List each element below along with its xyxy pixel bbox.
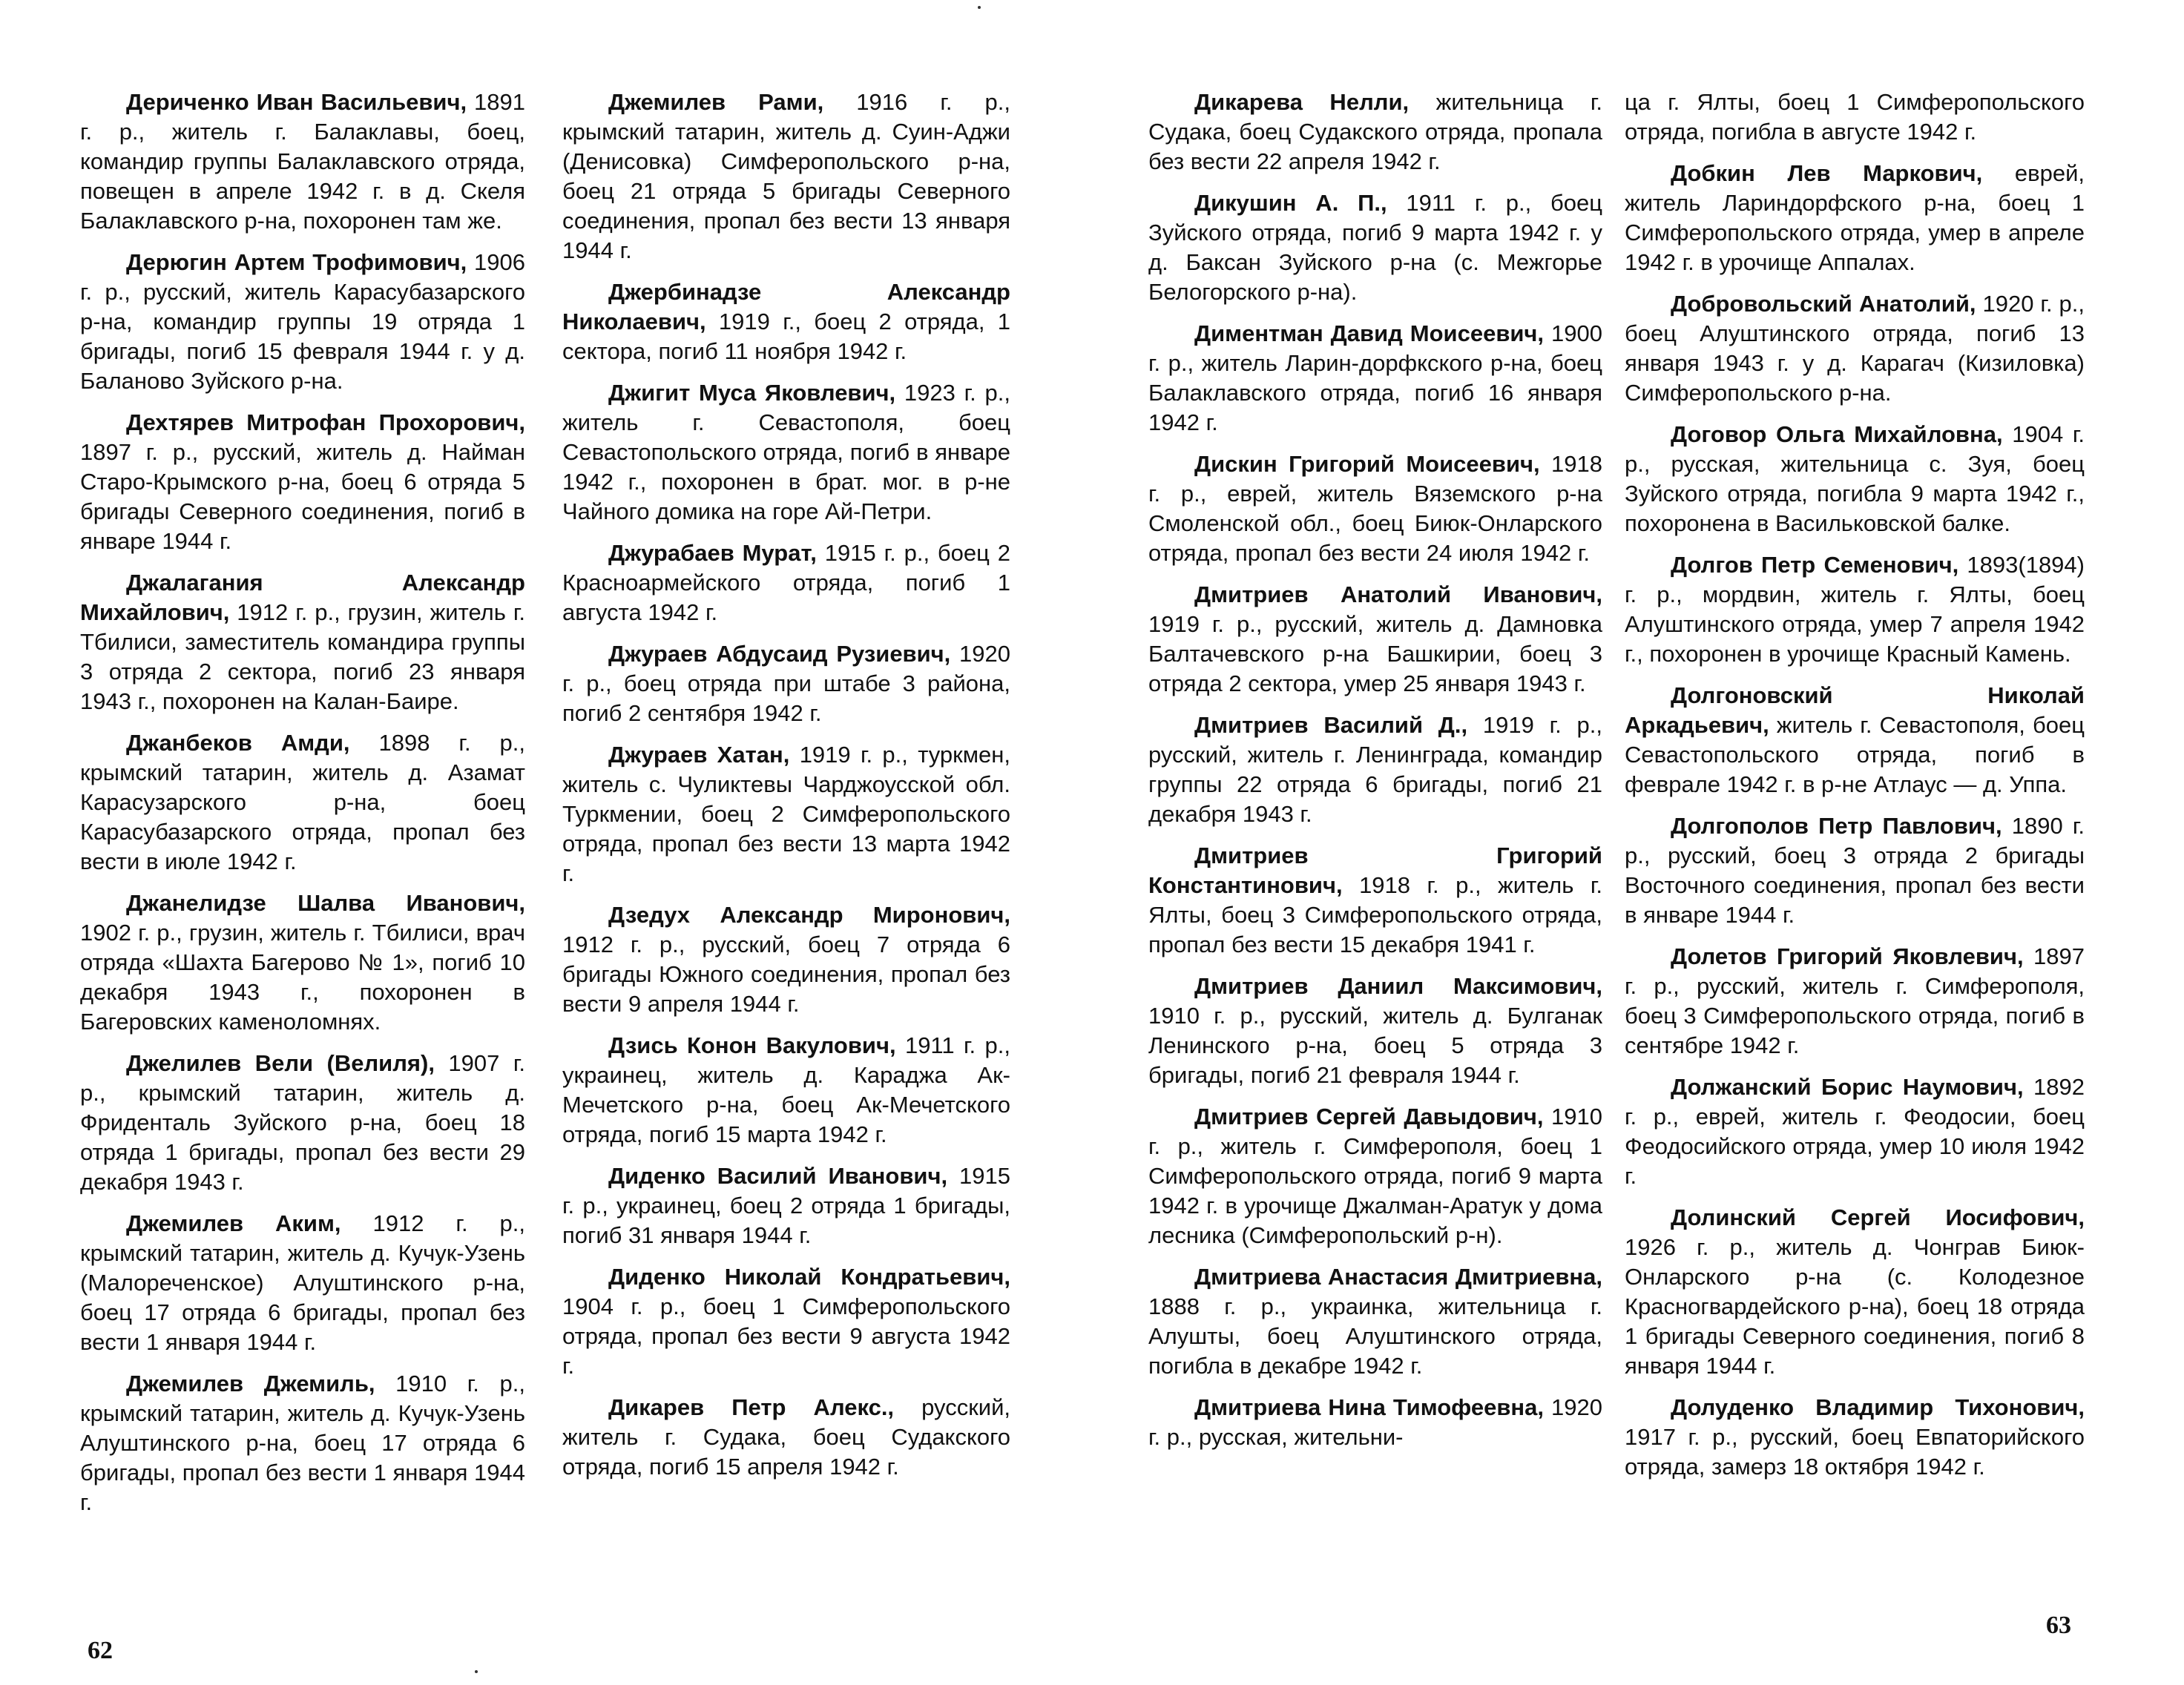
entry-name: Договор Ольга Михайловна, <box>1671 421 2003 447</box>
entry-text: 1910 г. р., крымский татарин, житель д. Кучук-Узень Алуштинского р-на, боец 17 отряда 6 бригады, пропал без вести 1 января 1944 г. <box>80 1371 525 1515</box>
scan-speck <box>475 1670 478 1673</box>
entry-name: Джанелидзе Шалва Иванович, <box>126 890 525 916</box>
entry-text: 1911 г. р., украинец, житель д. Караджа Ак-Мечетского р-на, боец Ак-Мечетского отряда, погиб 15 марта 1942 г. <box>562 1032 1010 1147</box>
entry-text: 1915 г. р., боец 2 Красноармейского отряда, погиб 1 августа 1942 г. <box>562 540 1010 625</box>
list-entry <box>80 408 525 556</box>
list-entry <box>1148 580 1602 699</box>
entry-text: 1890 г. р., русский, боец 3 отряда 2 бригады Восточного соединения, пропал без вести в январе 1944 г. <box>1625 813 2085 928</box>
entry-name: Диденко Николай Кондратьевич, <box>608 1264 1010 1290</box>
column-4 <box>1625 88 2085 1494</box>
list-entry <box>562 378 1010 527</box>
entry-text: 1920 г. р., боец Алуштинского отряда, погиб 13 января 1943 г. у д. Карагач (Кизиловка) Симферопольского р-на. <box>1625 291 2085 406</box>
entry-text: 1917 г. р., русский, боец Евпаторийского отряда, замерз 18 октября 1942 г. <box>1625 1424 2085 1480</box>
entry-text: 1897 г. р., русский, житель д. Найман Старо-Крымского р-на, боец 6 отряда 5 бригады Северного соединения, погиб в январе 1944 г. <box>80 439 525 554</box>
entry-text: 1920 г. р., боец отряда при штабе 3 района, погиб 2 сентября 1942 г. <box>562 641 1010 726</box>
entry-text: 1897 г. р., русский, житель г. Симферополя, боец 3 Симферопольского отряда, погиб в сентябре 1942 г. <box>1625 943 2085 1058</box>
entry-name: Дзедух Александр Миронович, <box>608 902 1010 928</box>
entry-text: 1898 г. р., крымский татарин, житель д. Азамат Карасузарского р-на, боец Карасубазарского отряда, пропал без вести в июле 1942 г. <box>80 730 525 874</box>
list-entry <box>1148 1262 1602 1381</box>
list-entry <box>1625 88 2085 147</box>
list-entry <box>80 88 525 236</box>
list-entry <box>80 568 525 716</box>
entry-name: Дикушин А. П., <box>1194 190 1387 216</box>
list-entry <box>1148 710 1602 829</box>
entry-text: 1912 г. р., русский, боец 7 отряда 6 бригады Южного соединения, пропал без вести 9 апреля 1944 г. <box>562 931 1010 1017</box>
entry-name: Джербинадзе Александр Николаевич, <box>562 279 1010 334</box>
list-entry <box>80 728 525 877</box>
entry-text: 1904 г. р., боец 1 Симферопольского отряда, пропал без вести 9 августа 1942 г. <box>562 1293 1010 1379</box>
entry-text: 1907 г. р., крымский татарин, житель д. Фриденталь Зуйского р-на, боец 18 отряда 1 бригады, пропал без вести 29 декабря 1943 г. <box>80 1050 526 1195</box>
entry-name: Джемилев Джемиль, <box>126 1371 375 1397</box>
entry-text: 1926 г. р., житель д. Чонграв Биюк-Онларского р-на (с. Колодезное Красногвардейского р-на), боец 18 отряда 1 бригады Северного соединения, погиб 8 января 1944 г. <box>1625 1234 2085 1379</box>
entry-text: житель г. Севастополя, боец Севастопольского отряда, погиб в феврале 1942 г. в р-не Атлаус — д. Уппа. <box>1625 712 2085 797</box>
entry-text: еврей, житель Лариндорфского р-на, боец 1 Симферопольского отряда, умер в апреле 1942 г. в урочище Аппалах. <box>1625 160 2085 275</box>
entry-text: русский, житель г. Судака, боец Судакского отряда, погиб 15 апреля 1942 г. <box>562 1394 1010 1480</box>
entry-name: Джемилев Аким, <box>126 1210 341 1236</box>
entry-text: 1916 г. р., крымский татарин, житель д. Суин-Аджи (Денисовка) Симферопольского р-на, боец 21 отряда 5 бригады Северного соединения, пропал без вести 13 января 1944 г. <box>562 89 1010 263</box>
list-entry <box>1148 1102 1602 1250</box>
entry-text: 1918 г. р., житель г. Ялты, боец 3 Симферопольского отряда, пропал без вести 15 декабря 1941 г. <box>1148 872 1602 957</box>
entry-name: Дериченко Иван Васильевич, <box>126 89 467 115</box>
entry-text: 1912 г. р., крымский татарин, житель д. Кучук-Узень (Малореченское) Алуштинского р-на, боец 17 отряда 6 бригады, пропал без вести 1 января 1944 г. <box>80 1210 525 1355</box>
entry-name: Дмитриев Василий Д., <box>1194 712 1468 738</box>
entry-name: Добровольский Анатолий, <box>1671 291 1976 317</box>
entry-name: Дикарева Нелли, <box>1194 89 1410 115</box>
entry-name: Дмитриев Сергей Давыдович, <box>1194 1104 1544 1130</box>
entry-text: 1904 г. р., русская, жительница с. Зуя, боец Зуйского отряда, погибла 9 марта 1942 г., похоронена в Васильковской балке. <box>1625 421 2085 536</box>
entry-name: Дмитриев Анатолий Иванович, <box>1194 581 1602 607</box>
list-entry <box>1148 319 1602 438</box>
entry-name: Дмитриева Нина Тимофеевна, <box>1194 1394 1544 1420</box>
column-1 <box>80 88 525 1529</box>
entry-name: Диментман Давид Моисеевич, <box>1194 320 1545 346</box>
entry-name: Дмитриева Анастасия Дмитриевна, <box>1194 1264 1602 1290</box>
list-entry <box>1625 1393 2085 1482</box>
entry-text: 1915 г. р., украинец, боец 2 отряда 1 бригады, погиб 31 января 1944 г. <box>562 1163 1010 1248</box>
entry-name: Дмитриев Даниил Максимович, <box>1194 973 1602 999</box>
list-entry <box>562 277 1010 366</box>
list-entry <box>1148 841 1602 960</box>
entry-name: Долинский Сергей Иосифович, <box>1671 1204 2085 1230</box>
entry-name: Джемилев Рами, <box>608 89 824 115</box>
list-entry <box>562 900 1010 1019</box>
entry-text: 1906 г. р., русский, житель Карасубазарского р-на, командир группы 19 отряда 1 бригады, погиб 15 февраля 1944 г. у д. Баланово Зуйского р-на. <box>80 249 526 394</box>
list-entry <box>1148 1393 1602 1452</box>
list-entry <box>80 1209 525 1357</box>
entry-text: 1892 г. р., еврей, житель г. Феодосии, боец Феодосийского отряда, умер 10 июля 1942 г. <box>1625 1074 2085 1189</box>
list-entry <box>1148 449 1602 568</box>
scan-speck <box>978 6 981 9</box>
list-entry <box>80 1049 525 1197</box>
entry-name: Дерюгин Артем Трофимович, <box>126 249 467 275</box>
entry-name: Джурабаев Мурат, <box>608 540 817 566</box>
entry-name: Долуденко Владимир Тихонович, <box>1671 1394 2085 1420</box>
column-3 <box>1148 88 1602 1464</box>
page-number-left: 62 <box>88 1637 113 1664</box>
list-entry <box>562 88 1010 266</box>
list-entry <box>562 1031 1010 1150</box>
list-entry <box>1625 159 2085 277</box>
entry-text: 1920 г. р., русская, жительни- <box>1148 1394 1602 1450</box>
entry-text: 1891 г. р., житель г. Балаклавы, боец, командир группы Балаклавского отряда, повещен в апреле 1942 г. в д. Скеля Балаклавского р-на, похоронен там же. <box>80 89 526 234</box>
entry-name: Дикарев Петр Алекс., <box>608 1394 895 1420</box>
list-entry <box>1625 681 2085 799</box>
entry-name: Джураев Хатан, <box>608 742 790 768</box>
entry-name: Дзись Конон Вакулович, <box>608 1032 896 1058</box>
column-2 <box>562 88 1010 1494</box>
entry-name: Долетов Григорий Яковлевич, <box>1671 943 2024 969</box>
list-entry <box>80 1369 525 1517</box>
list-entry <box>562 740 1010 888</box>
list-entry <box>1148 188 1602 307</box>
entry-text: 1919 г. р., русский, житель г. Ленинграда, командир группы 22 отряда 6 бригады, погиб 21 декабря 1943 г. <box>1148 712 1602 827</box>
list-entry <box>562 1161 1010 1250</box>
entry-name: Дмитриев Григорий Константинович, <box>1148 842 1602 898</box>
entry-name: Должанский Борис Наумович, <box>1671 1074 2024 1100</box>
entry-text: 1919 г., боец 2 отряда, 1 сектора, погиб 11 ноября 1942 г. <box>562 309 1010 364</box>
entry-name: Джанбеков Амди, <box>126 730 350 756</box>
entry-text: жительница г. Судака, боец Судакского отряда, пропала без вести 22 апреля 1942 г. <box>1148 89 1602 174</box>
entry-name: Дискин Григорий Моисеевич, <box>1194 451 1540 477</box>
entry-text: 1919 г. р., туркмен, житель с. Чуликтевы Чарджоусской обл. Туркмении, боец 2 Симферопольского отряда, пропал без вести 13 марта 1942 г. <box>562 742 1010 886</box>
entry-name: Дехтярев Митрофан Прохорович, <box>126 409 525 435</box>
entry-text: 1910 г. р., русский, житель д. Булганак Ленинского р-на, боец 5 отряда 3 бригады, погиб 21 февраля 1944 г. <box>1148 1003 1602 1088</box>
entry-text: 1919 г. р., русский, житель д. Дамновка Балтачевского р-на Башкирии, боец 3 отряда 2 сектора, умер 25 января 1943 г. <box>1148 611 1602 696</box>
entry-name: Джалагания Александр Михайлович, <box>80 570 525 625</box>
entry-text: 1893(1894) г. р., мордвин, житель г. Ялты, боец Алуштинского отряда, умер 7 апреля 1942 г., похоронен в урочище Красный Камень. <box>1625 552 2085 667</box>
list-entry <box>562 538 1010 627</box>
entry-name: Долгов Петр Семенович, <box>1671 552 1959 578</box>
entry-name: Долгоновский Николай Аркадьевич, <box>1625 682 2085 738</box>
entry-name: Добкин Лев Маркович, <box>1671 160 1983 186</box>
list-entry <box>1625 942 2085 1061</box>
entry-name: Долгополов Петр Павлович, <box>1671 813 2002 839</box>
list-entry <box>562 1262 1010 1381</box>
list-entry <box>1625 289 2085 408</box>
list-entry <box>1625 1072 2085 1191</box>
entry-text: 1910 г. р., житель г. Симферополя, боец 1 Симферопольского отряда, погиб 9 марта 1942 г. в урочище Джалман-Аратук у дома лесника (Симферопольский р-н). <box>1148 1104 1602 1248</box>
entry-text: 1918 г. р., еврей, житель Вяземского р-на Смоленской обл., боец Биюк-Онларского отряда, пропал без вести 24 июля 1942 г. <box>1148 451 1603 566</box>
entry-text: 1888 г. р., украинка, жительница г. Алушты, боец Алуштинского отряда, погибла в декабре 1942 г. <box>1148 1293 1602 1379</box>
entry-text: 1912 г. р., грузин, житель г. Тбилиси, заместитель командира группы 3 отряда 2 сектора, погиб 23 января 1943 г., похоронен на Калан-Баире. <box>80 599 525 714</box>
list-entry <box>562 639 1010 728</box>
entry-text: ца г. Ялты, боец 1 Симферопольского отряда, погибла в августе 1942 г. <box>1625 89 2085 145</box>
entry-text: 1900 г. р., житель Ларин-дорфкского р-на, боец Балаклавского отряда, погиб 16 января 1942 г. <box>1148 320 1602 435</box>
list-entry <box>80 248 525 396</box>
list-entry <box>1625 1203 2085 1381</box>
list-entry <box>562 1393 1010 1482</box>
entry-text: 1911 г. р., боец Зуйского отряда, погиб 9 марта 1942 г. у д. Баксан Зуйского р-на (с. Межгорье Белогорского р-на). <box>1148 190 1602 305</box>
entry-name: Джураев Абдусаид Рузиевич, <box>608 641 951 667</box>
list-entry <box>1625 550 2085 669</box>
list-entry <box>1148 972 1602 1090</box>
list-entry <box>1625 420 2085 538</box>
entry-name: Джелилев Вели (Велиля), <box>126 1050 435 1076</box>
list-entry <box>1625 811 2085 930</box>
page-number-right: 63 <box>2046 1612 2071 1639</box>
entry-name: Диденко Василий Иванович, <box>608 1163 948 1189</box>
entry-text: 1902 г. р., грузин, житель г. Тбилиси, врач отряда «Шахта Багерово № 1», погиб 10 декабря 1943 г., похоронен в Багеровских каменоломнях. <box>80 920 525 1035</box>
entry-text: 1923 г. р., житель г. Севастополя, боец Севастопольского отряда, погиб в январе 1942 г., похоронен в брат. мог. в р-не Чайного домика на горе Ай-Петри. <box>562 380 1011 524</box>
list-entry <box>1148 88 1602 177</box>
entry-name: Джигит Муса Яковлевич, <box>608 380 896 406</box>
list-entry <box>80 888 525 1037</box>
